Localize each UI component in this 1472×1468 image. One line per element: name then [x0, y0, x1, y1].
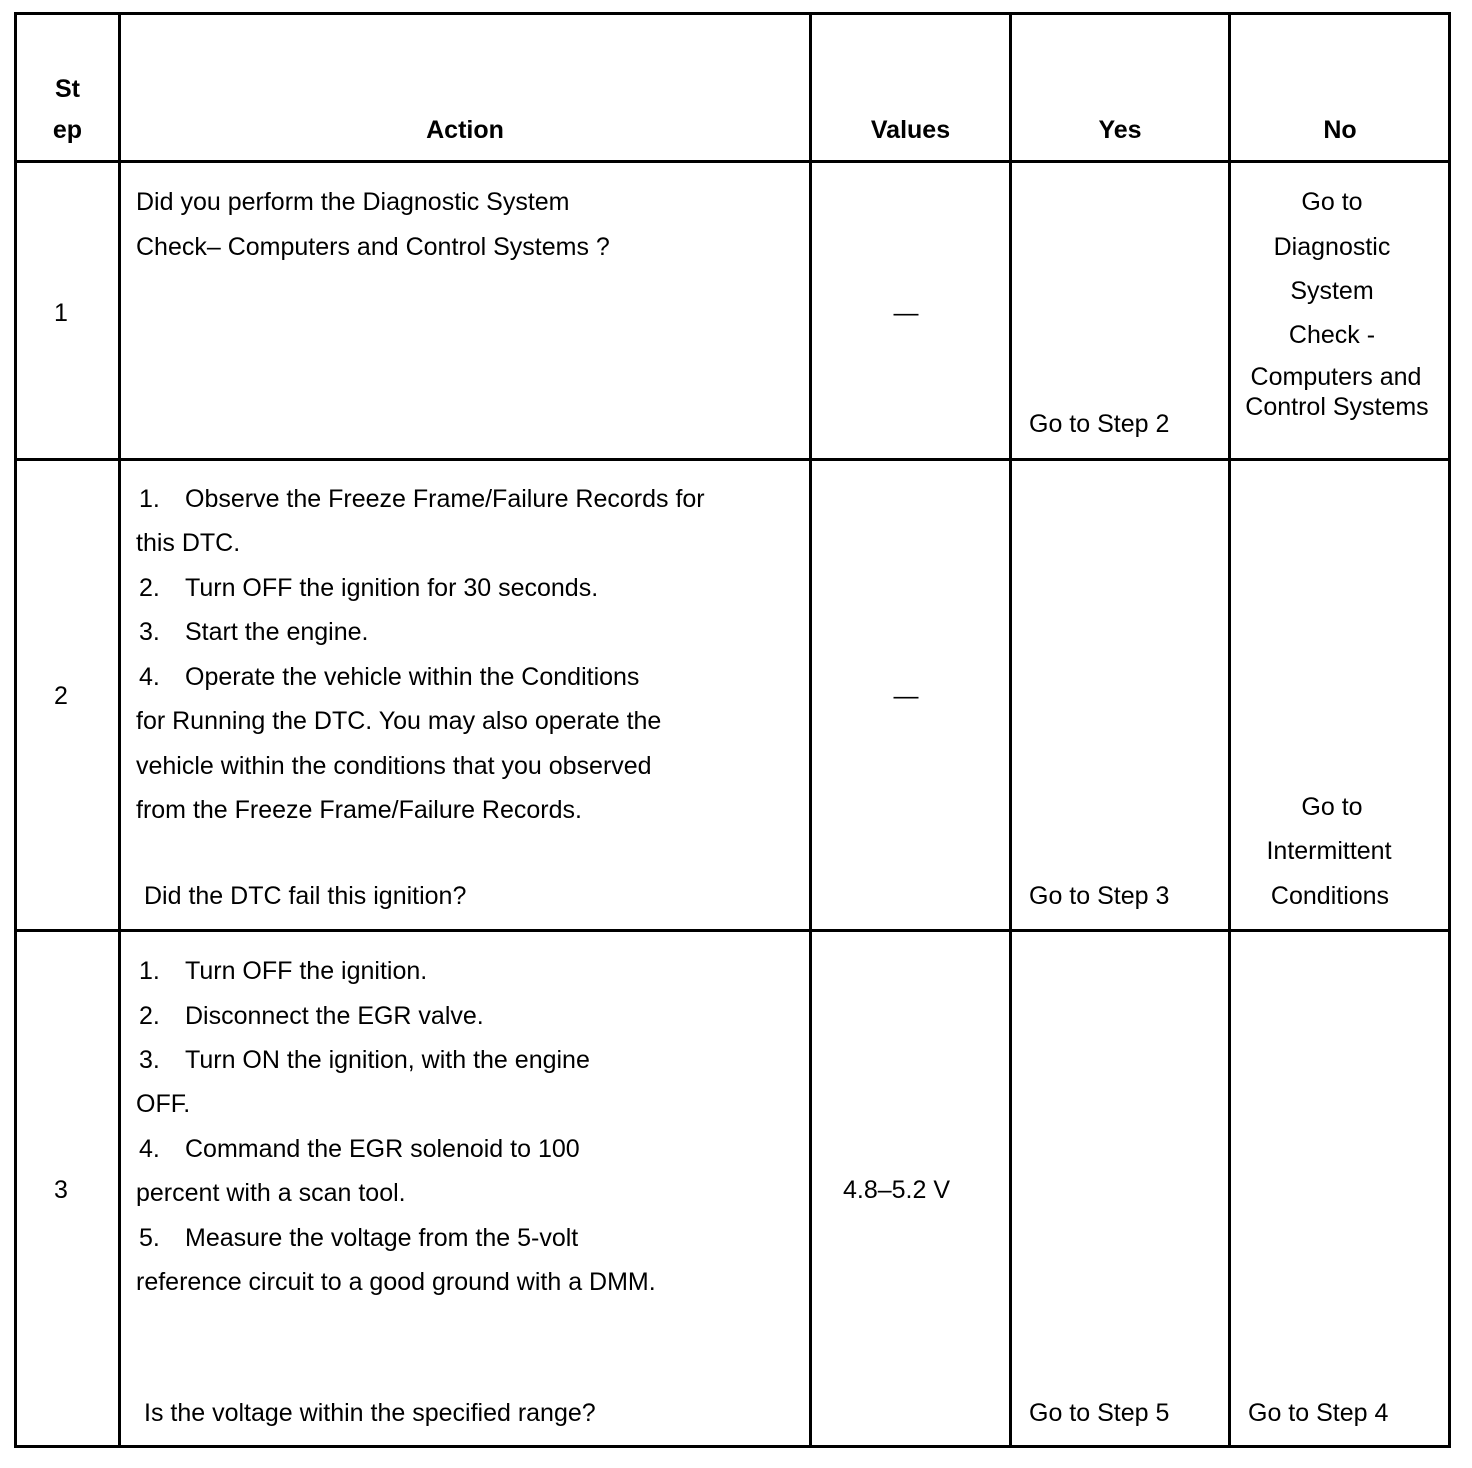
column-divider — [1009, 15, 1012, 1445]
no-line: Computers and — [1250, 363, 1422, 391]
header-step-line2: ep — [52, 116, 83, 144]
action-line: percent with a scan tool. — [136, 1179, 406, 1207]
action-item-text: Measure the voltage from the 5-volt — [185, 1224, 579, 1252]
action-item-number: 4. — [139, 1135, 160, 1163]
column-divider — [809, 15, 812, 1445]
action-line — [139, 576, 598, 601]
action-line — [139, 1226, 578, 1251]
action-item-text: Turn OFF the ignition. — [185, 957, 428, 985]
no-line: Diagnostic — [1273, 233, 1391, 261]
action-item-text: Operate the vehicle within the Conditions — [185, 663, 640, 691]
action-line: for Running the DTC. You may also operate the — [136, 707, 662, 735]
no-line: Conditions — [1270, 882, 1390, 910]
diagnostic-table — [14, 12, 1451, 1448]
action-item-text: Observe the Freeze Frame/Failure Records for — [185, 485, 705, 513]
action-item-text: Start the engine. — [185, 618, 369, 646]
action-line: vehicle within the conditions that you observed — [136, 752, 652, 780]
action-line — [139, 620, 368, 645]
action-item-number: 4. — [139, 663, 160, 691]
no-line: Intermittent — [1266, 837, 1392, 865]
action-item-number: 2. — [139, 1002, 160, 1030]
no-line: Control Systems — [1245, 393, 1429, 421]
action-item-number: 1. — [139, 485, 160, 513]
action-item-number: 2. — [139, 574, 160, 602]
no-line: Go to — [1301, 188, 1363, 216]
action-line — [139, 1048, 590, 1073]
row-divider — [17, 929, 1448, 932]
action-item-text: Turn OFF the ignition for 30 seconds. — [185, 574, 599, 602]
yes-cell: Go to Step 2 — [1029, 410, 1170, 438]
yes-cell: Go to Step 3 — [1029, 882, 1170, 910]
action-item-number: 5. — [139, 1224, 160, 1252]
action-item-text: Disconnect the EGR valve. — [185, 1002, 484, 1030]
action-line: from the Freeze Frame/Failure Records. — [136, 796, 582, 824]
action-item-text: Command the EGR solenoid to 100 — [185, 1135, 580, 1163]
action-line: this DTC. — [136, 529, 241, 557]
row-divider — [17, 458, 1448, 461]
step-number: 3 — [54, 1176, 68, 1204]
no-line: Check - — [1288, 321, 1376, 349]
step-number: 2 — [54, 682, 68, 710]
value-cell: — — [893, 682, 919, 710]
value-cell: 4.8–5.2 V — [843, 1176, 951, 1204]
action-line: Did you perform the Diagnostic System — [136, 188, 570, 216]
action-question: Is the voltage within the specified range? — [144, 1399, 596, 1427]
action-question: Did the DTC fail this ignition? — [144, 882, 467, 910]
no-cell: Go to Step 4 — [1248, 1399, 1389, 1427]
value-cell: — — [893, 299, 919, 327]
action-line — [139, 487, 705, 512]
header-action: Action — [426, 116, 504, 144]
no-line: Go to — [1301, 793, 1363, 821]
action-line — [139, 665, 639, 690]
column-divider — [118, 15, 121, 1445]
action-line — [139, 959, 427, 984]
action-item-number: 3. — [139, 1046, 160, 1074]
action-line: OFF. — [136, 1090, 191, 1118]
row-divider — [17, 160, 1448, 163]
action-line — [139, 1004, 484, 1029]
action-line: reference circuit to a good ground with a DMM. — [136, 1268, 656, 1296]
yes-cell: Go to Step 5 — [1029, 1399, 1170, 1427]
header-no: No — [1323, 116, 1357, 144]
action-item-number: 3. — [139, 618, 160, 646]
action-item-text: Turn ON the ignition, with the engine — [185, 1046, 590, 1074]
column-divider — [1228, 15, 1231, 1445]
header-step-line1: St — [55, 75, 80, 103]
action-line — [139, 1137, 580, 1162]
step-number: 1 — [54, 299, 68, 327]
header-values: Values — [870, 116, 951, 144]
no-line: System — [1290, 277, 1374, 305]
header-yes: Yes — [1098, 116, 1142, 144]
action-line: Check– Computers and Control Systems ? — [136, 233, 610, 261]
action-item-number: 1. — [139, 957, 160, 985]
